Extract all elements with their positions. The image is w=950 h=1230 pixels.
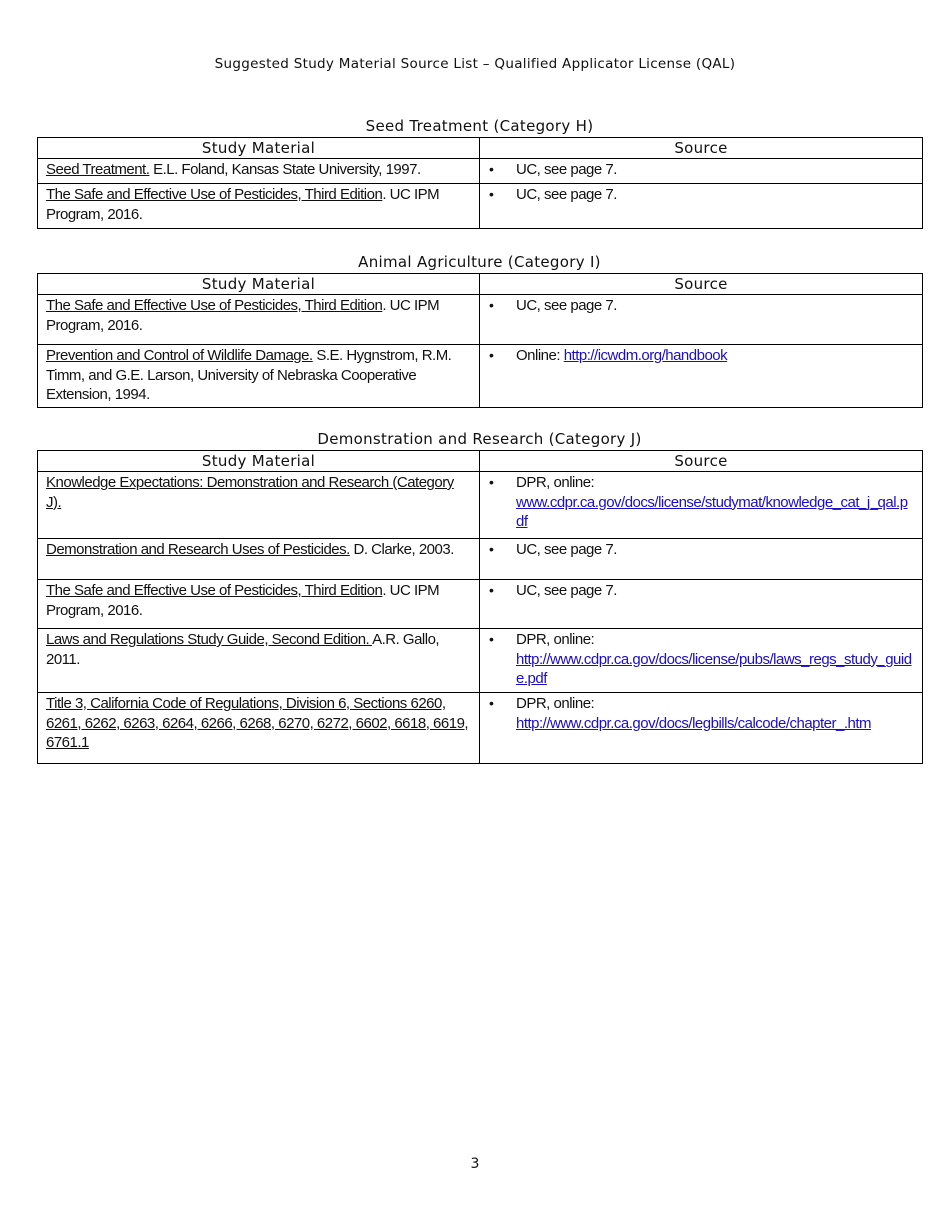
table-row (38, 580, 923, 629)
bullet-icon: • (489, 347, 494, 363)
material-details: . UC IPM Program, 2016. (46, 582, 440, 619)
material-title: The Safe and Effective Use of Pesticides, Third Edition (46, 186, 383, 203)
bullet-icon: • (489, 474, 494, 490)
material-title: The Safe and Effective Use of Pesticides, Third Edition (46, 297, 383, 314)
table-row (38, 693, 923, 764)
page-header-title: Suggested Study Material Source List – Qualified Applicator License (QAL) (214, 56, 736, 72)
bullet-icon: • (489, 297, 494, 313)
material-title: The Safe and Effective Use of Pesticides, Third Edition (46, 582, 383, 599)
material-details: . UC IPM Program, 2016. (46, 186, 440, 223)
material-title: Laws and Regulations Study Guide, Second Edition. (46, 631, 373, 648)
study-material-table (37, 273, 923, 408)
table-row (38, 629, 923, 693)
material-cell (38, 184, 480, 229)
source-cell (480, 629, 923, 693)
source-text: UC, see page 7. (516, 541, 617, 558)
table-row (38, 539, 923, 580)
material-cell (38, 580, 480, 629)
source-link[interactable]: http://www.cdpr.ca.gov/docs/license/pubs/laws_regs_study_guide.pdf (516, 650, 912, 687)
source-link[interactable]: www.cdpr.ca.gov/docs/license/studymat/knowledge_cat_j_qal.pdf (516, 493, 908, 530)
source-text: UC, see page 7. (516, 186, 617, 203)
table-row (38, 472, 923, 539)
table-row (38, 184, 923, 229)
source-cell (480, 539, 923, 580)
section-title: Demonstration and Research (Category J) (317, 430, 642, 448)
bullet-icon: • (489, 541, 494, 557)
column-header-source: Source (480, 451, 923, 472)
bullet-icon: • (489, 695, 494, 711)
material-title: Title 3, California Code of Regulations, Division 6, Sections 6260, 6261, 6262, 6263, 6264, 6266, 6268, 6270, 6272, 6602, 6618, 6619, 6761.1 (46, 695, 469, 751)
material-cell (38, 539, 480, 580)
bullet-icon: • (489, 582, 494, 598)
bullet-icon: • (489, 161, 494, 177)
source-text: DPR, online: (516, 695, 595, 712)
material-details: D. Clarke, 2003. (349, 541, 454, 558)
column-header-source: Source (480, 274, 923, 295)
source-link[interactable]: http://www.cdpr.ca.gov/docs/legbills/calcode/chapter_.htm (516, 714, 872, 732)
table-header-row (38, 274, 923, 295)
source-text: DPR, online: (516, 474, 595, 491)
source-link[interactable]: http://icwdm.org/handbook (563, 347, 728, 364)
material-cell (38, 159, 480, 184)
source-cell (480, 295, 923, 345)
section-title: Animal Agriculture (Category I) (358, 253, 601, 271)
study-material-table (37, 450, 923, 764)
source-text: Online: (516, 347, 564, 364)
source-text: UC, see page 7. (516, 161, 617, 178)
material-title: Demonstration and Research Uses of Pesticides. (46, 541, 350, 558)
column-header-study-material: Study Material (38, 138, 480, 159)
material-cell (38, 472, 480, 539)
material-details: . UC IPM Program, 2016. (46, 297, 440, 334)
section-animal-agriculture (37, 253, 922, 408)
bullet-icon: • (489, 186, 494, 202)
section-demonstration-research (37, 430, 922, 764)
source-cell (480, 159, 923, 184)
section-title: Seed Treatment (Category H) (365, 117, 594, 135)
source-cell (480, 580, 923, 629)
source-cell (480, 693, 923, 764)
source-text: UC, see page 7. (516, 582, 617, 599)
material-title: Prevention and Control of Wildlife Damage. (46, 347, 313, 364)
material-details: S.E. Hygnstrom, R.M. Timm, and G.E. Larson, University of Nebraska Cooperative Extension, 1994. (46, 347, 452, 403)
table-header-row (38, 138, 923, 159)
page-number: 3 (470, 1156, 480, 1172)
table-row (38, 295, 923, 345)
source-text: UC, see page 7. (516, 297, 617, 314)
material-title: Knowledge Expectations: Demonstration and Research (Category J). (46, 474, 454, 511)
column-header-study-material: Study Material (38, 451, 480, 472)
material-details: A.R. Gallo, 2011. (46, 631, 440, 668)
source-cell (480, 472, 923, 539)
material-cell (38, 693, 480, 764)
table-header-row (38, 451, 923, 472)
material-cell (38, 629, 480, 693)
section-seed-treatment (37, 117, 922, 229)
material-cell (38, 345, 480, 408)
source-cell (480, 345, 923, 408)
material-cell (38, 295, 480, 345)
bullet-icon: • (489, 631, 494, 647)
material-details: E.L. Foland, Kansas State University, 1997. (149, 161, 421, 178)
column-header-source: Source (480, 138, 923, 159)
material-title: Seed Treatment. (46, 161, 150, 178)
source-cell (480, 184, 923, 229)
table-row (38, 345, 923, 408)
study-material-table (37, 137, 923, 229)
table-row (38, 159, 923, 184)
column-header-study-material: Study Material (38, 274, 480, 295)
source-text: DPR, online: (516, 631, 595, 648)
